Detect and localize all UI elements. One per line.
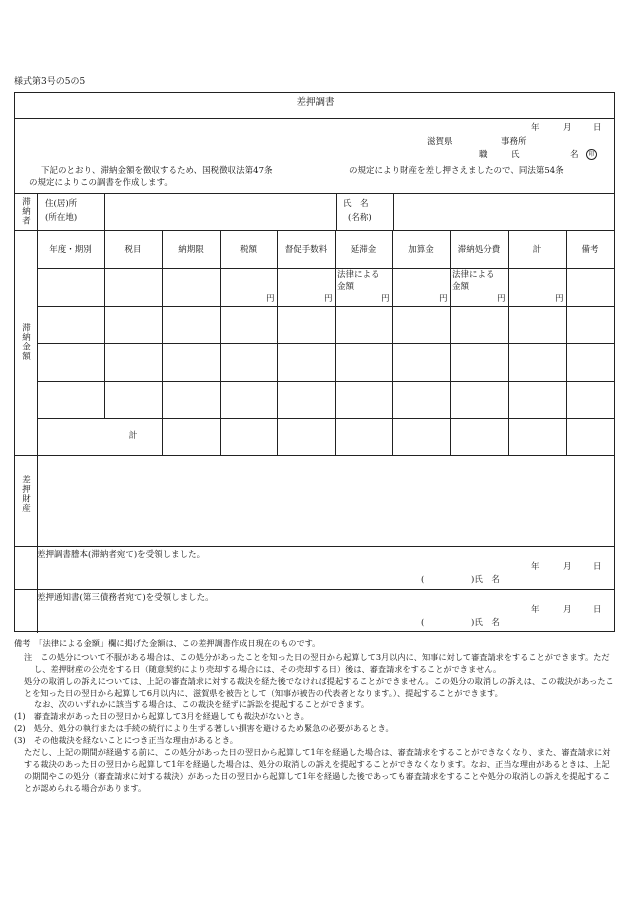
exception-note: なお、次のいずれかに該当する場合は、この裁決を経ずに訴訟を提起することができます。 (34, 699, 370, 710)
receipt-month: 月 (563, 605, 572, 615)
property-side-label: 差押財産 (20, 475, 31, 513)
issue-day: 日 (593, 123, 602, 133)
exception-item-1: (1) 審査請求があった日の翌日から起算して3月を経過しても裁決がないとき。 (14, 711, 309, 722)
yen-unit: 円 (381, 294, 390, 304)
yen-unit: 円 (439, 294, 448, 304)
col-divider-1 (104, 230, 105, 418)
receipt-day: 日 (593, 562, 602, 572)
amount-header-bottom (37, 268, 614, 269)
header-disposition-cost: 滞納処分費 (457, 245, 501, 255)
exception-item-3: (3) その他裁決を経ないことにつき正当な理由があるとき。 (14, 735, 238, 746)
name-section-divider (336, 193, 337, 230)
intro-line1-a: 下記のとおり、滞納金額を徴収するため、国税徴収法第47条 (41, 166, 273, 176)
issuer-prefecture: 滋賀県 (427, 137, 453, 147)
header-delinquency-charge: 延滞金 (350, 245, 377, 255)
lawsuit-note: 処分の取消しの訴えについては、上記の審査請求に対する裁決を経た後でなければ提起することができません。この処分の取消しの訴えは、この裁決があったことを知った日の翌日から起算して6月以内に、滋賀県を被告として（知事が被告の代表者となります。）、提起することができます。 (24, 675, 614, 698)
receipt-year: 年 (531, 562, 540, 572)
address-label-divider (104, 193, 105, 230)
header-remarks: 備考 (581, 245, 599, 255)
header-due-date: 納期限 (178, 245, 204, 255)
header-tax-amount: 税額 (239, 245, 257, 255)
property-bottom (15, 546, 614, 547)
receipt-paren-open: ( (421, 575, 425, 585)
header-reminder-fee: 督促手数料 (284, 245, 328, 255)
col-divider-9 (566, 230, 567, 455)
exception-item-2: (2) 処分、処分の執行または手続の続行により生ずる著しい損害を避けるため緊急の必要があるとき。 (14, 723, 394, 734)
side-column-divider (37, 193, 38, 633)
deadline-note: ただし、上記の期間が経過する前に、この処分があった日の翌日から起算して1年を経過した場合は、審査請求をすることができなくなり、また、審査請求に対する裁決のあった日の翌日から起算して1年を経過した場合は、処分の取消しの訴えを提起することができなくなります。なお、正当な理由があるときは、上記の期間やこの処分（審査請求に対する裁決）があった日の翌日から起算して1年を経過した後であっても審査請求をすることや処分の取消しの訴えを提起することが認められる場合があります。 (24, 747, 611, 793)
remark-note: 備考 「法律による金額」欄に掲げた金額は、この差押調書作成日現在のものです。 (14, 638, 321, 648)
amount-row2-bottom (37, 343, 614, 344)
address-label-sub: (所在地) (45, 213, 78, 223)
form-title: 差押調書 (296, 97, 335, 108)
yen-unit: 円 (324, 294, 333, 304)
amount-row3-bottom (37, 381, 614, 382)
yen-unit: 円 (497, 294, 506, 304)
name-label-sub: (名称) (348, 213, 372, 223)
issuer-position: 職 (479, 150, 488, 160)
legal-amount-note: 法律による (452, 270, 495, 280)
col-divider-7 (450, 230, 451, 455)
intro-line2: の規定によりこの調書を作成します。 (29, 178, 173, 188)
receipt-copy-text: 差押調書謄本(滞納者宛て)を受領しました。 (37, 550, 206, 560)
receipt-month: 月 (563, 562, 572, 572)
receipt-year: 年 (531, 605, 540, 615)
col-divider-5 (335, 230, 336, 455)
yen-unit: 円 (555, 294, 564, 304)
issuer-name-prefix: 氏 (511, 150, 520, 160)
address-label: 住(居)所 (45, 199, 78, 209)
total-row-label: 計 (128, 431, 138, 441)
col-divider-8 (508, 230, 509, 455)
receipt-signature-label: )氏 名 (471, 618, 500, 628)
header-fiscal-period: 年度・期別 (49, 245, 92, 255)
header-total: 計 (532, 245, 542, 255)
seal-mark: 印 (586, 149, 597, 161)
title-divider (15, 118, 614, 119)
taxpayer-side-label: 滞納者 (20, 197, 31, 226)
issue-month: 月 (563, 123, 572, 133)
form-code: 様式第3号の5の5 (14, 77, 86, 87)
name-label: 氏 名 (343, 199, 369, 209)
receipt-divider (15, 589, 614, 590)
legal-amount-note-sub: 金額 (337, 282, 355, 292)
header-tax-item: 税目 (124, 245, 142, 255)
amount-row1-bottom (37, 306, 614, 307)
issue-year: 年 (531, 123, 540, 133)
name-label-divider (393, 193, 394, 230)
header-additional-tax: 加算金 (408, 245, 434, 255)
col-divider-2 (162, 230, 163, 455)
seizure-record-form (14, 92, 615, 632)
yen-unit: 円 (266, 294, 275, 304)
amount-side-label: 滞納金額 (20, 323, 31, 361)
legal-amount-note: 法律による (337, 270, 380, 280)
amount-bottom (15, 455, 614, 456)
appeal-note: 注 この処分について不服がある場合は、この処分があったことを知った日の翌日から起算して3月以内に、知事に対して審査請求をすることができます。ただし、差押財産の公売をする日（随意契約により売却する場合には、その売却する日）後は、審査請求をすることができません。 (24, 651, 610, 674)
intro-line1-b: の規定により財産を差し押さえましたので、同法第54条 (349, 166, 564, 176)
receipt-notice-text: 差押通知書(第三債務者宛て)を受領しました。 (37, 593, 214, 603)
col-divider-6 (392, 230, 393, 455)
col-divider-4 (277, 230, 278, 455)
issuer-office: 事務所 (501, 137, 527, 147)
col-divider-3 (220, 230, 221, 455)
amount-row4-bottom (37, 418, 614, 419)
notes-section (14, 638, 616, 795)
receipt-signature-label: )氏 名 (471, 575, 500, 585)
receipt-day: 日 (593, 605, 602, 615)
legal-amount-note-sub: 金額 (452, 282, 470, 292)
issuer-name-suffix: 名 (570, 150, 579, 160)
receipt-paren-open: ( (421, 618, 425, 628)
